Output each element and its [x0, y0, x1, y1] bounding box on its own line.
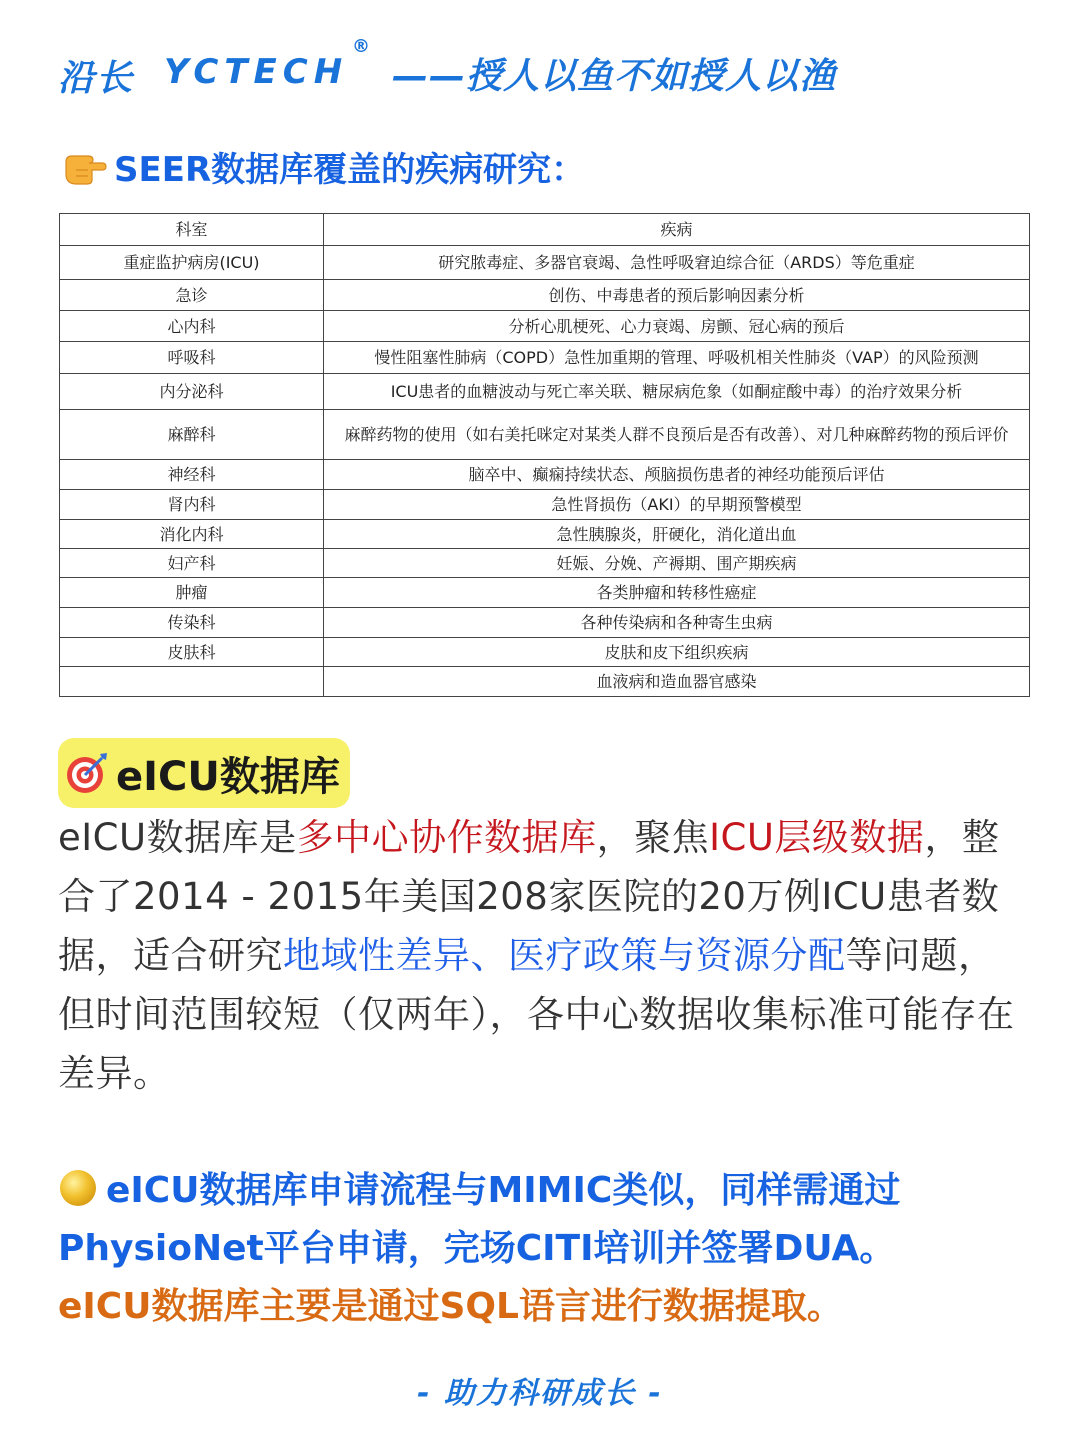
slogan: ——授人以鱼不如授人以渔 — [392, 56, 837, 97]
table-row — [60, 374, 1030, 410]
page-header — [58, 36, 1018, 110]
table-cell: 分析心肌梗死、心力衰竭、房颤、冠心病的预后 — [324, 311, 1030, 342]
table-cell: ICU患者的血糖波动与死亡率关联、糖尿病危象（如酮症酸中毒）的治疗效果分析 — [324, 374, 1030, 410]
table-cell: 血液病和造血器官感染 — [324, 667, 1030, 697]
section-title — [62, 140, 585, 192]
table-row — [60, 549, 1030, 578]
highlight-multicenter: 多中心协作数据库 — [296, 816, 597, 859]
table-cell: 妊娠、分娩、产褥期、围产期疾病 — [324, 549, 1030, 578]
table-row — [60, 520, 1030, 549]
registered-mark: ® — [352, 36, 370, 57]
section-title-text: SEER数据库覆盖的疾病研究： — [114, 149, 586, 190]
highlight-icu-level: ICU层级数据 — [709, 816, 925, 859]
pointing-hand-icon — [62, 146, 108, 186]
para-text: 等问题，但时间范围较短（仅两年），各中心数据收集标准可能存在差异。 — [58, 934, 1015, 1095]
table-row — [60, 667, 1030, 697]
highlight-research-topics: 地域性差异、医疗政策与资源分配 — [283, 934, 846, 977]
table-cell: 消化内科 — [60, 520, 324, 549]
table-cell: 急性胰腺炎，肝硬化，消化道出血 — [324, 520, 1030, 549]
table-cell: 妇产科 — [60, 549, 324, 578]
footer-tagline: - 助力科研成长 - — [417, 1376, 663, 1411]
table-header-cell: 科室 — [60, 214, 324, 246]
table-row — [60, 608, 1030, 638]
table-row — [60, 246, 1030, 280]
table-cell: 麻醉科 — [60, 410, 324, 460]
table-row — [60, 410, 1030, 460]
table-cell: 研究脓毒症、多器官衰竭、急性呼吸窘迫综合征（ARDS）等危重症 — [324, 246, 1030, 280]
table-cell: 急诊 — [60, 280, 324, 311]
table-cell: 脑卒中、癫痫持续状态、颅脑损伤患者的神经功能预后评估 — [324, 460, 1030, 490]
brand-chinese-name: 沿长 — [58, 58, 135, 99]
table-cell: 皮肤科 — [60, 638, 324, 667]
table-row — [60, 490, 1030, 520]
table-row — [60, 638, 1030, 667]
table-cell: 麻醉药物的使用（如右美托咪定对某类人群不良预后是否有改善）、对几种麻醉药物的预后评价 — [324, 410, 1030, 460]
para-text: eICU数据库是 — [58, 816, 297, 859]
target-dart-icon — [64, 750, 110, 796]
table-row — [60, 342, 1030, 374]
brand-english-name: YCTECH — [164, 52, 349, 92]
table-cell: 肿瘤 — [60, 578, 324, 608]
note-application-line: eICU数据库申请流程与MIMIC类似，同样需通过PhysioNet平台申请，完场CITI培训并签署DUA。 — [58, 1170, 901, 1269]
para-text: ，聚焦 — [596, 816, 710, 859]
table-row — [60, 311, 1030, 342]
table-cell: 急性肾损伤（AKI）的早期预警模型 — [324, 490, 1030, 520]
table-cell: 呼吸科 — [60, 342, 324, 374]
table-row — [60, 280, 1030, 311]
table-cell: 慢性阻塞性肺病（COPD）急性加重期的管理、呼吸机相关性肺炎（VAP）的风险预测 — [324, 342, 1030, 374]
table-cell: 神经科 — [60, 460, 324, 490]
table-cell: 各类肿瘤和转移性癌症 — [324, 578, 1030, 608]
table-row — [60, 578, 1030, 608]
table-cell: 内分泌科 — [60, 374, 324, 410]
table-cell: 心内科 — [60, 311, 324, 342]
yellow-dot-icon — [58, 1168, 98, 1208]
table-row — [60, 460, 1030, 490]
table-cell: 传染科 — [60, 608, 324, 638]
table-cell: 各种传染病和各种寄生虫病 — [324, 608, 1030, 638]
table-header-cell: 疾病 — [324, 214, 1030, 246]
table-cell: 皮肤和皮下组织疾病 — [324, 638, 1030, 667]
eicu-description — [58, 808, 1026, 1103]
eicu-section-tag — [58, 738, 350, 808]
table-cell: 创伤、中毒患者的预后影响因素分析 — [324, 280, 1030, 311]
disease-table — [59, 213, 1030, 697]
table-cell — [60, 667, 324, 697]
application-note — [58, 1162, 1026, 1336]
table-header-row — [60, 214, 1030, 246]
eicu-tag-label: eICU数据库 — [116, 753, 340, 800]
para-text: ，整合了2014 - 2015年美国208家医院的20万例ICU患者数据，适合研究 — [58, 816, 1000, 977]
table-cell: 重症监护病房(ICU) — [60, 246, 324, 280]
table-cell: 肾内科 — [60, 490, 324, 520]
note-sql-line: eICU数据库主要是通过SQL语言进行数据提取。 — [58, 1286, 843, 1327]
